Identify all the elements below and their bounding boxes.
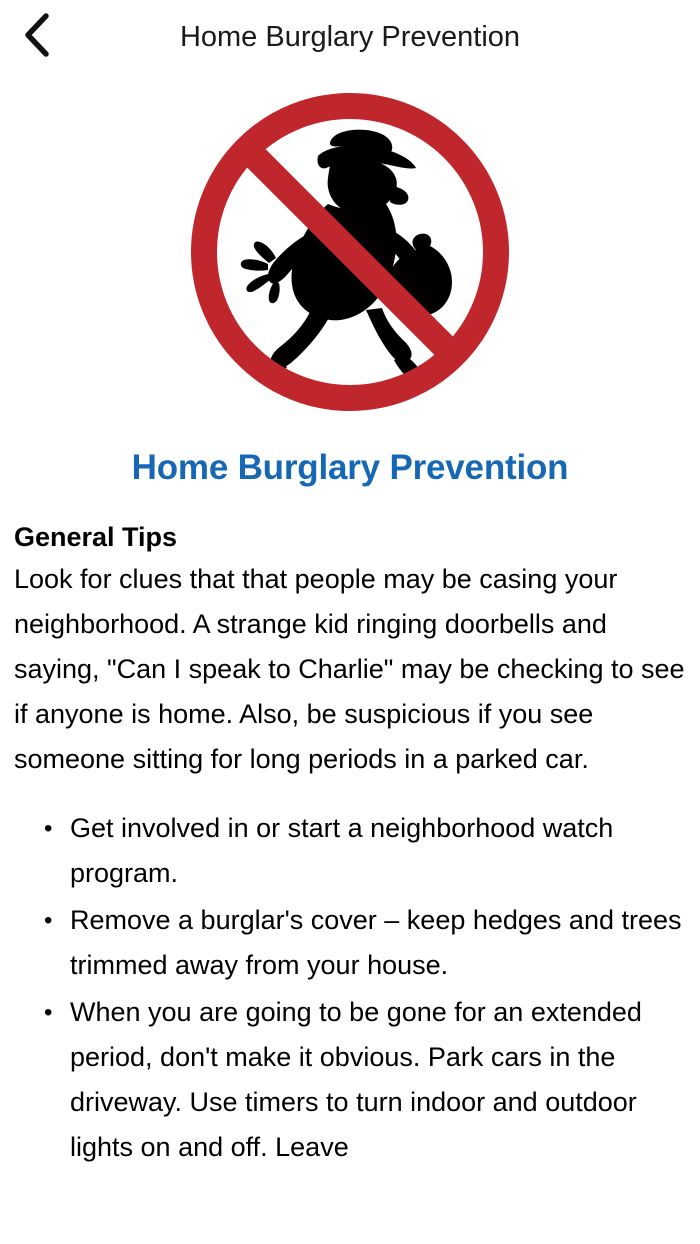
page-header bbox=[0, 0, 700, 74]
hero-image bbox=[0, 82, 700, 422]
article-body bbox=[0, 522, 700, 1170]
no-burglary-prohibition-icon bbox=[180, 82, 520, 422]
chevron-left-icon bbox=[22, 12, 52, 63]
page-title: Home Burglary Prevention bbox=[179, 21, 521, 53]
list-item: • When you are going to be gone for an extended period, don't make it obvious. Park cars in the driveway. Use timers to turn indoor and outdoor lights on and off. Leave bbox=[70, 990, 686, 1170]
intro-paragraph: Look for clues that that people may be casing your neighborhood. A strange kid ringing doorbells and saying, "Can I speak to Charlie" may be checking to see if anyone is home. Also, be suspicious if you see someone sitting for long periods in a parked car. bbox=[14, 564, 685, 774]
article-heading: Home Burglary Prevention bbox=[131, 448, 569, 487]
tips-list bbox=[14, 806, 686, 1170]
section-title: General Tips bbox=[14, 522, 178, 552]
list-item: • Remove a burglar's cover – keep hedges and trees trimmed away from your house. bbox=[70, 898, 686, 988]
back-button[interactable] bbox=[0, 0, 74, 74]
list-item: • Get involved in or start a neighborhood watch program. bbox=[70, 806, 686, 896]
